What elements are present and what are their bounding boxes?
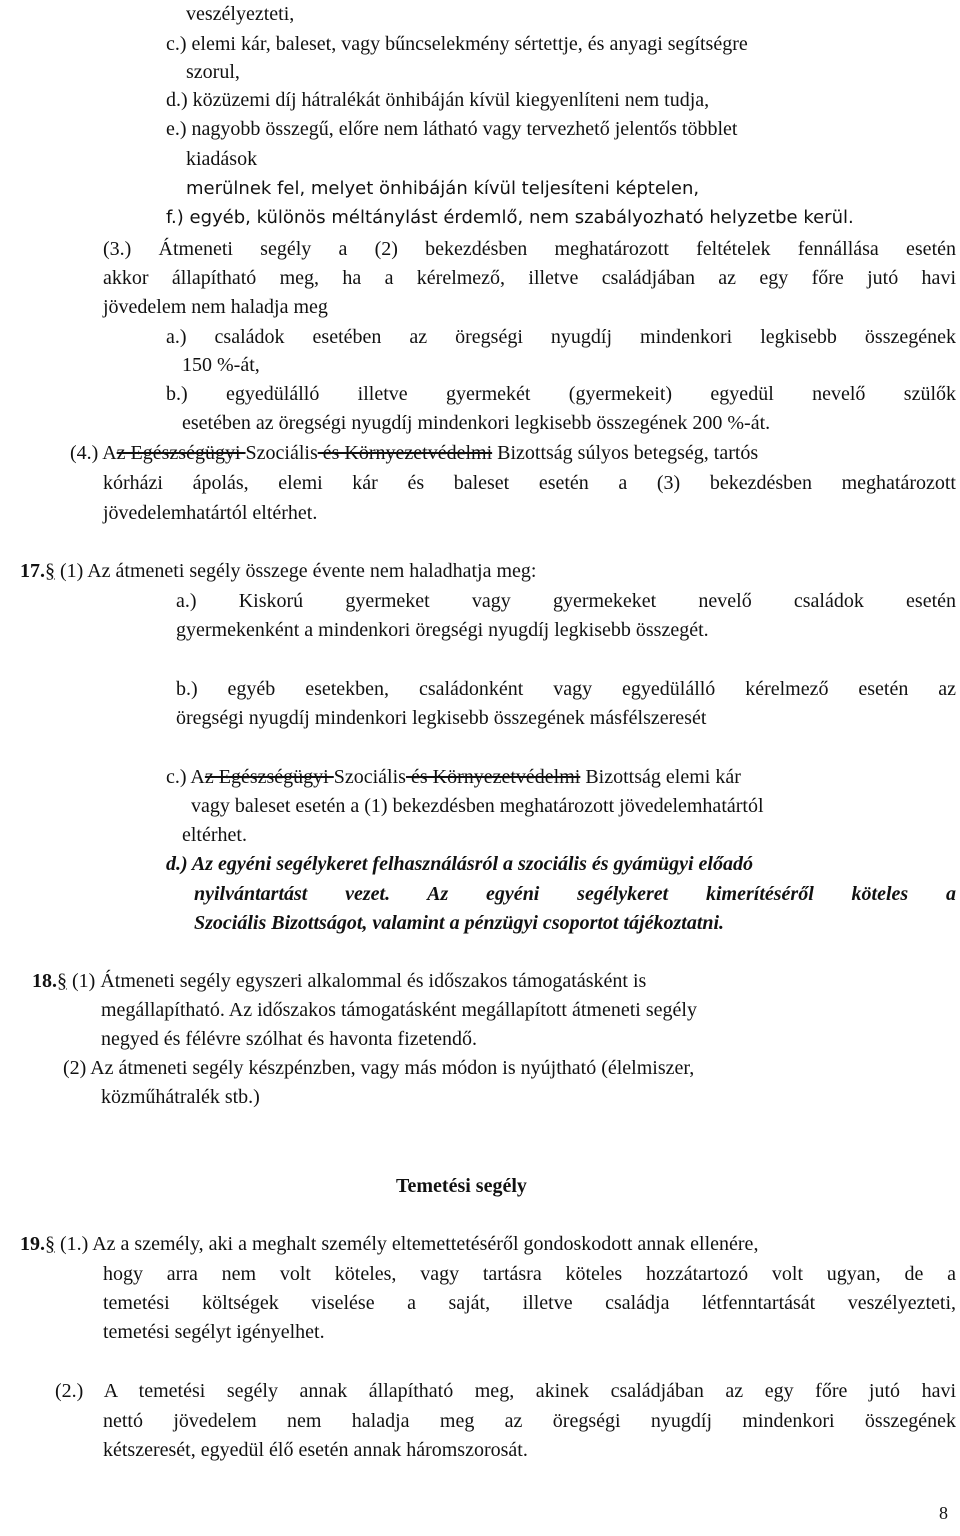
text-line: c.) elemi kár, baleset, vagy bűncselekmény sértettje, és anyagi segítségre (166, 33, 748, 55)
text-span: Bizottság súlyos betegség, tartós (492, 442, 759, 464)
text-line: veszélyezteti, (186, 3, 295, 25)
list-item-a: a.) családok esetében az öregségi nyugdíj mindenkori legkisebb összegének (166, 326, 956, 348)
paragraph-4-line: jövedelemhatártól eltérhet. (103, 502, 318, 524)
section-number: 19. (20, 1233, 45, 1255)
section-18-line: negyed és félévre szólhat és havonta fizetendő. (101, 1028, 477, 1050)
section-18-line: közműhátralék stb.) (101, 1086, 260, 1108)
section-17-item-d-cont: nyilvántartást vezet. Az egyéni segélykeret kimerítéséről köteles a (194, 883, 956, 905)
section-sign: § (45, 1233, 55, 1255)
section-number: 17. (20, 560, 45, 582)
section-17-item-c (166, 765, 741, 789)
section-sign: § (57, 970, 67, 992)
section-17-item-c-cont: vagy baleset esetén a (1) bekezdésben meghatározott jövedelemhatártól (191, 795, 764, 817)
text-span: c.) A (166, 766, 205, 788)
paragraph-3-line: (3.) Átmeneti segély a (2) bekezdésben meghatározott feltételek fennállása esetén (103, 238, 956, 260)
deleted-text: és Környezetvédelmi (405, 766, 581, 788)
section-17-item-a-cont: gyermekenként a mindenkori öregségi nyugdíj legkisebb összegét. (176, 619, 709, 641)
text-span: (1) Átmeneti segély egyszeri alkalommal és időszakos támogatásként is (67, 970, 647, 992)
section-19-line: temetési segélyt igényelhet. (103, 1321, 325, 1343)
text-span: (4.) A (70, 442, 117, 464)
section-19-line: (2.) A temetési segély annak állapítható meg, akinek családjában az egy főre jutó havi (55, 1380, 956, 1402)
section-17-item-b: b.) egyéb esetekben, családonként vagy egyedülálló kérelmező esetén az (176, 678, 956, 700)
section-17-item-c-cont: eltérhet. (182, 824, 247, 846)
page-number: 8 (939, 1503, 948, 1523)
paragraph-3-line: jövedelem nem haladja meg (103, 296, 328, 318)
list-item-a-cont: 150 %-át, (182, 354, 260, 376)
text-span: (1.) Az a személy, aki a meghalt személy eltemettetéséről gondoskodott annak ellenére, (55, 1233, 759, 1255)
text-span: (1) Az átmeneti segély összege évente nem haladhatja meg: (55, 560, 537, 582)
text-line: merülnek fel, melyet önhibáján kívül teljesíteni képtelen, (186, 178, 700, 199)
text-span: Bizottság elemi kár (580, 766, 741, 788)
text-span: Szociális (333, 766, 406, 788)
section-17-item-a: a.) Kiskorú gyermeket vagy gyermekeket nevelő családok esetén (176, 590, 956, 612)
text-line: szorul, (186, 61, 240, 83)
text-line: f.) egyéb, különös méltánylást érdemlő, nem szabályozható helyzetbe kerül. (166, 207, 854, 228)
section-18-line: megállapítható. Az időszakos támogatásként megállapított átmeneti segély (101, 999, 697, 1021)
paragraph-3-line: akkor állapítható meg, ha a kérelmező, illetve családjában az egy főre jutó havi (103, 267, 956, 289)
paragraph-4-line: kórházi ápolás, elemi kár és baleset esetén a (3) bekezdésben meghatározott (103, 472, 956, 494)
list-item-b-cont: esetében az öregségi nyugdíj mindenkori legkisebb összegének 200 %-át. (182, 412, 771, 434)
paragraph-4-first-line (70, 441, 758, 465)
deleted-text: z Egészségügyi (116, 442, 246, 464)
section-19-line: hogy arra nem volt köteles, vagy tartásra köteles hozzátartozó volt ugyan, de a (103, 1263, 956, 1285)
section-17-item-b-cont: öregségi nyugdíj mindenkori legkisebb összegének másfélszeresét (176, 707, 707, 729)
text-line: e.) nagyobb összegű, előre nem látható vagy tervezhető jelentős többlet (166, 118, 738, 140)
section-18-heading-line (32, 969, 646, 993)
text-span: Szociális (245, 442, 318, 464)
section-19-line: nettó jövedelem nem haladja meg az öregségi nyugdíj mindenkori összegének (103, 1410, 956, 1432)
text-line: kiadások (186, 148, 258, 170)
section-19-line: kétszeresét, egyedül élő esetén annak háromszorosát. (103, 1439, 528, 1461)
text-line: d.) közüzemi díj hátralékát önhibáján kívül kiegyenlíteni nem tudja, (166, 89, 710, 111)
section-sign: § (45, 560, 55, 582)
section-heading: Temetési segély (396, 1175, 527, 1197)
section-17-heading-line (20, 559, 536, 583)
section-17-item-d-cont: Szociális Bizottságot, valamint a pénzügyi csoportot tájékoztatni. (194, 912, 725, 934)
section-18-line: (2) Az átmeneti segély készpénzben, vagy más módon is nyújtható (élelmiszer, (63, 1057, 695, 1079)
list-item-b: b.) egyedülálló illetve gyermekét (gyermekeit) egyedül nevelő szülők (166, 383, 956, 405)
deleted-text: és Környezetvédelmi (317, 442, 493, 464)
section-number: 18. (32, 970, 57, 992)
section-19-heading-line (20, 1232, 758, 1256)
deleted-text: z Egészségügyi (204, 766, 334, 788)
section-19-line: temetési költségek viselése a saját, illetve családja létfenntartását veszélyezteti, (103, 1292, 956, 1314)
section-17-item-d: d.) Az egyéni segélykeret felhasználásról a szociális és gyámügyi előadó (166, 853, 753, 875)
